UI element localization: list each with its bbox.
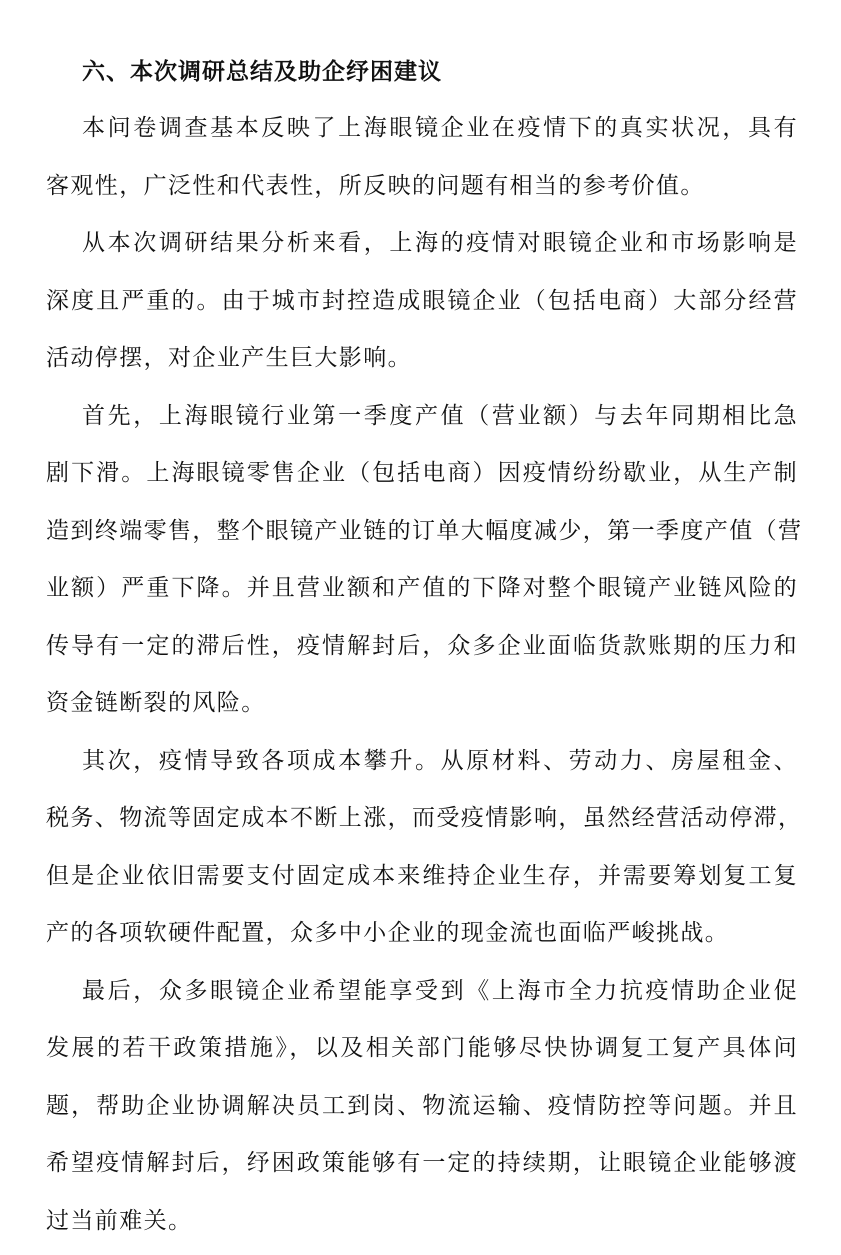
paragraph-line: 希望疫情解封后，纾困政策能够有一定的持续期，让眼镜企业能够渡 xyxy=(46,1150,798,1176)
paragraph-line: 发展的若干政策措施》，以及相关部门能够尽快协调复工复产具体问 xyxy=(46,1035,798,1061)
paragraph-line: 过当前难关。 xyxy=(46,1207,193,1234)
paragraph-line: 传导有一定的滞后性，疫情解封后，众多企业面临货款账期的压力和 xyxy=(46,632,798,659)
paragraph-line: 首先，上海眼镜行业第一季度产值（营业额）与去年同期相比急 xyxy=(82,402,798,429)
paragraph-second-point xyxy=(46,733,803,963)
paragraph-line: 其次，疫情导致各项成本攀升。从原材料、劳动力、房屋租金、 xyxy=(82,747,798,774)
paragraph-impact xyxy=(46,215,798,388)
paragraph-line: 税务、物流等固定成本不断上涨，而受疫情影响，虽然经营活动停滞， xyxy=(46,805,803,831)
paragraph-final-point xyxy=(46,963,798,1251)
paragraph-line: 活动停摆，对企业产生巨大影响。 xyxy=(46,345,412,371)
paragraph-line: 造到终端零售，整个眼镜产业链的订单大幅度减少，第一季度产值（营 xyxy=(46,517,803,544)
paragraph-line: 深度且严重的。由于城市封控造成眼镜企业（包括电商）大部分经营 xyxy=(46,287,798,314)
paragraph-line: 资金链断裂的风险。 xyxy=(46,690,266,716)
section-heading: 六、本次调研总结及助企纾困建议 xyxy=(82,59,442,85)
paragraph-summary xyxy=(46,100,798,215)
paragraph-first-point xyxy=(46,388,803,733)
paragraph-line: 剧下滑。上海眼镜零售企业（包括电商）因疫情纷纷歇业，从生产制 xyxy=(46,460,798,486)
paragraph-line: 最后，众多眼镜企业希望能享受到《上海市全力抗疫情助企业促 xyxy=(82,977,798,1004)
paragraph-line: 业额）严重下降。并且营业额和产值的下降对整个眼镜产业链风险的 xyxy=(46,575,798,601)
paragraph-line: 题，帮助企业协调解决员工到岗、物流运输、疫情防控等问题。并且 xyxy=(46,1092,798,1119)
paragraph-line: 本问卷调查基本反映了上海眼镜企业在疫情下的真实状况，具有 xyxy=(82,115,798,141)
paragraph-line: 产的各项软硬件配置，众多中小企业的现金流也面临严峻挑战。 xyxy=(46,920,730,946)
paragraph-line: 从本次调研结果分析来看，上海的疫情对眼镜企业和市场影响是 xyxy=(82,230,798,256)
document-page xyxy=(46,44,803,1250)
paragraph-line: 客观性，广泛性和代表性，所反映的问题有相当的参考价值。 xyxy=(46,172,705,199)
paragraph-line: 但是企业依旧需要支付固定成本来维持企业生存，并需要筹划复工复 xyxy=(46,862,798,889)
